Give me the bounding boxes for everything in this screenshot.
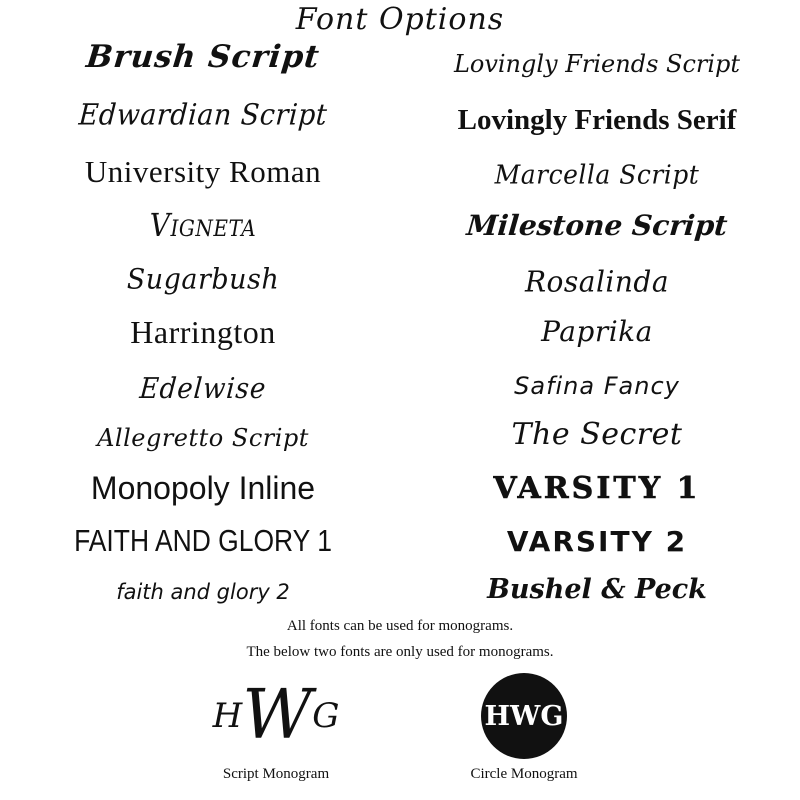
font-sample-edelwise[interactable]: Edelwise xyxy=(138,372,268,406)
font-sample-the-secret[interactable]: The Secret xyxy=(511,417,683,452)
font-sample-marcella-script[interactable]: Marcella Script xyxy=(494,159,700,190)
monogram-note-line-2: The below two fonts are only used for monograms. xyxy=(246,644,554,660)
script-monogram-label: Script Monogram xyxy=(222,766,330,782)
font-sample-sugarbush[interactable]: Sugarbush xyxy=(126,263,280,296)
font-sample-paprika[interactable]: Paprika xyxy=(541,315,653,348)
font-sample-safina-fancy[interactable]: Safina Fancy xyxy=(514,372,680,400)
font-sample-monopoly-inline[interactable]: Monopoly Inline xyxy=(90,470,316,506)
monogram-note-line-1: All fonts can be used for monograms. xyxy=(286,618,514,634)
script-monogram-initial-left: H xyxy=(212,696,243,736)
font-sample-milestone-script[interactable]: Milestone Script xyxy=(465,209,729,242)
font-sample-vigneta[interactable]: Vigneta xyxy=(149,206,257,244)
font-sample-harrington[interactable]: Harrington xyxy=(130,314,276,350)
circle-monogram-label: Circle Monogram xyxy=(470,766,578,782)
circle-monogram-initials: HWG xyxy=(481,673,567,759)
script-monogram-initial-right: G xyxy=(312,696,340,736)
font-sample-lovingly-friends-serif[interactable]: Lovingly Friends Serif xyxy=(457,104,737,136)
font-sample-bushel-and-peck[interactable]: Bushel & Peck xyxy=(487,574,707,605)
page-title: Font Options xyxy=(295,2,505,37)
font-sample-allegretto-script[interactable]: Allegretto Script xyxy=(97,424,309,452)
font-sample-varsity-2[interactable]: VARSITY 2 xyxy=(506,525,688,558)
script-monogram-sample[interactable] xyxy=(196,672,356,783)
circle-monogram-art xyxy=(444,672,604,760)
script-monogram-initial-center: W xyxy=(242,676,313,755)
font-sample-faith-and-glory-1[interactable]: FAITH AND GLORY 1 xyxy=(74,524,332,558)
font-sample-edwardian-script[interactable]: Edwardian Script xyxy=(77,98,329,133)
script-monogram-art xyxy=(196,672,356,760)
circle-monogram-sample[interactable] xyxy=(444,672,604,783)
font-sample-varsity-1[interactable]: VARSITY 1 xyxy=(493,471,701,506)
font-sample-lovingly-friends-script[interactable]: Lovingly Friends Script xyxy=(453,50,741,78)
font-sample-rosalinda[interactable]: Rosalinda xyxy=(524,264,670,299)
font-sample-university-roman[interactable]: University Roman xyxy=(84,154,322,189)
font-sample-brush-script[interactable]: Brush Script xyxy=(84,39,322,75)
font-sample-faith-and-glory-2[interactable]: faith and glory 2 xyxy=(116,580,290,604)
